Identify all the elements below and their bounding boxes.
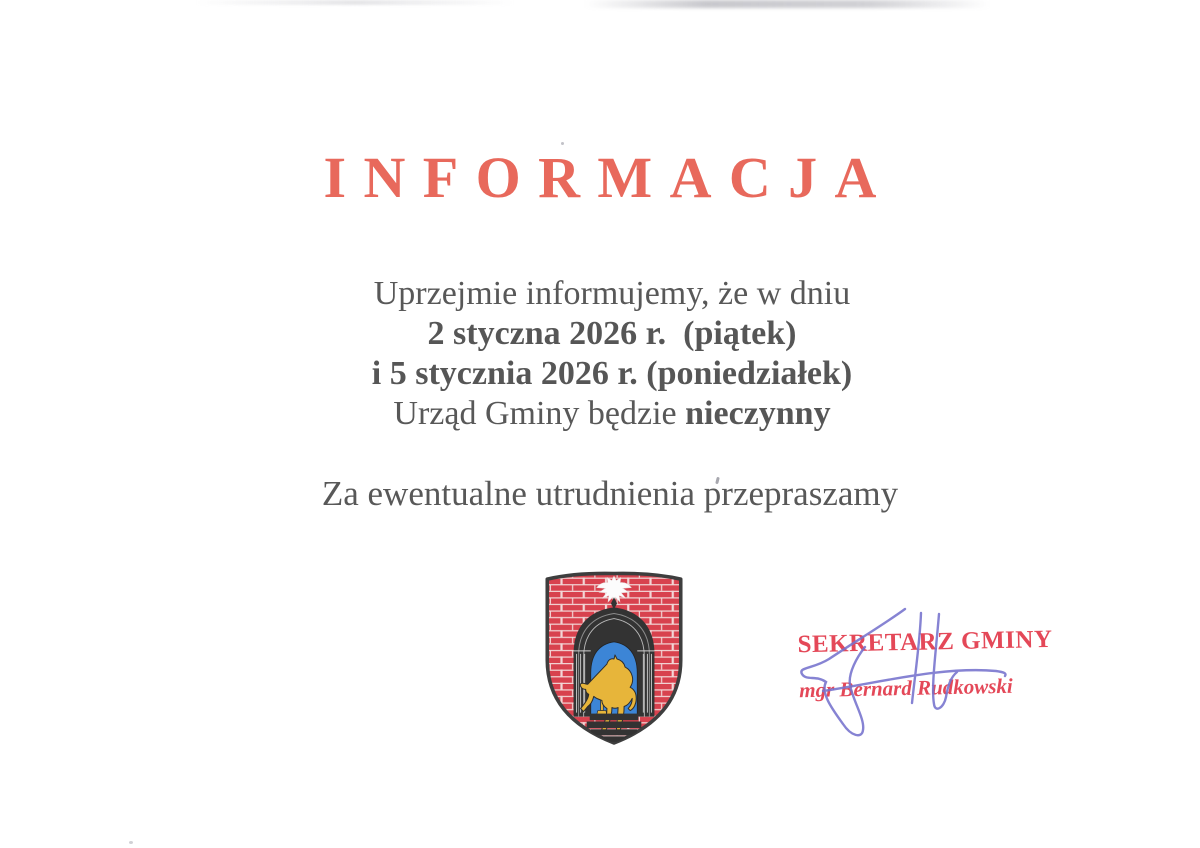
notice-line-intro: Uprzejmie informujemy, że w dniu [373, 275, 851, 312]
official-stamp [797, 625, 1053, 703]
scan-artifact-top-right [585, 0, 990, 8]
notice-line-date-2: i 5 stycznia 2026 r. (poniedziałek) [371, 355, 853, 392]
notice-line-closed-emphasis: nieczynny [685, 395, 831, 432]
notice-title: INFORMACJA [323, 145, 894, 210]
coat-of-arms-icon [539, 571, 689, 749]
scan-speck [129, 841, 133, 844]
notice-line-date-1: 2 styczna 2026 r. (piątek) [427, 315, 797, 352]
apology-text: Za ewentualne utrudnienia przepraszamy [321, 474, 899, 513]
notice-body [12, 274, 1200, 434]
notice-line-closed [12, 394, 1200, 434]
stamp-name: mgr Bernard Rudkowski [798, 673, 1013, 703]
notice-line-closed-prefix: Urząd Gminy będzie [393, 395, 686, 432]
stamp-role: SEKRETARZ GMINY [797, 625, 1053, 659]
scan-artifact-top-left [195, 0, 515, 5]
